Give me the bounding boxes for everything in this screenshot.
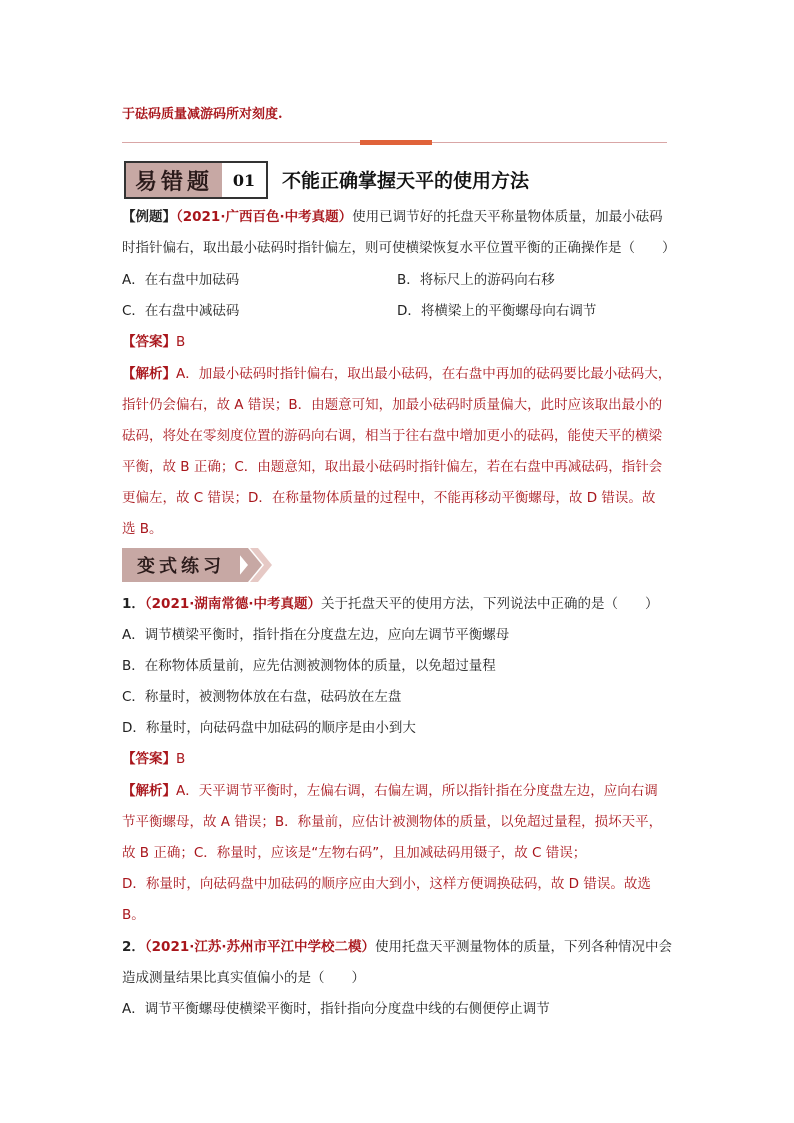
example-analysis-text1: A．加最小砝码时指针偏右，取出最小砝码，在右盘中再加的砝码要比最小砝码大， (176, 366, 672, 382)
q2-source: （2021·江苏·苏州市平江中学校二模） (144, 939, 375, 955)
example-answer (122, 327, 682, 358)
variant-practice-label: 变式练习 (122, 548, 240, 582)
q1-answer-label: 【答案】 (122, 751, 176, 767)
q1-answer (122, 744, 682, 775)
q1-source: （2021·湖南常德·中考真题） (144, 596, 321, 612)
variant-practice-tag (122, 548, 270, 582)
q1-option-d: D．称量时，向砝码盘中加砝码的顺序是由小到大 (122, 720, 416, 736)
intro-tail-text: 于砝码质量减游码所对刻度. (122, 107, 283, 122)
section-badge (124, 161, 268, 199)
q1-answer-value: B (176, 751, 186, 767)
q1-analysis-line2: 节平衡螺母，故 A 错误；B．称量前，应估计被测物体的质量，以免超过量程，损坏天平， (122, 814, 663, 830)
q2-number: 2． (122, 939, 145, 955)
q1-number: 1． (122, 596, 145, 612)
q1-analysis-line5: B。 (122, 907, 145, 923)
example-question-line1 (122, 202, 682, 233)
example-analysis-line6: 选 B。 (122, 521, 163, 537)
q2-question-text1: 使用托盘天平测量物体的质量，下列各种情况中会 (375, 939, 672, 955)
example-analysis-label: 【解析】 (122, 366, 176, 382)
chevron-right-icon (234, 548, 274, 582)
q1-analysis-label: 【解析】 (122, 783, 176, 799)
q1-question (122, 589, 682, 620)
q1-option-a: A．调节横梁平衡时，指针指在分度盘左边，应向左调节平衡螺母 (122, 627, 510, 643)
example-question-text1: 使用已调节好的托盘天平称量物体质量，加最小砝码 (352, 209, 663, 225)
section-tag: 易错题 (126, 163, 222, 197)
example-source: （2021·广西百色·中考真题） (176, 209, 353, 225)
example-analysis-line2: 指针仍会偏右，故 A 错误；B．由题意可知，加最小砝码时质量偏大，此时应该取出最小的 (122, 397, 663, 413)
example-analysis-line1 (122, 359, 692, 390)
q1-option-c: C．称量时，被测物体放在右盘，砝码放在左盘 (122, 689, 402, 705)
example-option-c: C．在右盘中减砝码 (122, 303, 240, 319)
example-analysis-line4: 平衡，故 B 正确；C．由题意知，取出最小砝码时指针偏左，若在右盘中再减砝码，指针会 (122, 459, 663, 475)
example-option-d: D．将横梁上的平衡螺母向右调节 (397, 303, 597, 319)
example-option-b: B．将标尺上的游码向右移 (397, 272, 555, 288)
q1-question-text: 关于托盘天平的使用方法，下列说法中正确的是（ ） (321, 596, 659, 612)
example-analysis-line5: 更偏左，故 C 错误；D．在称量物体质量的过程中，不能再移动平衡螺母，故 D 错误。故 (122, 490, 656, 506)
q2-question-line1 (122, 932, 682, 963)
q1-analysis-line3: 故 B 正确；C．称量时，应该是“左物右码”，且加减砝码用镊子，故 C 错误； (122, 845, 587, 861)
q1-option-b: B．在称物体质量前，应先估测被测物体的质量，以免超过量程 (122, 658, 496, 674)
q2-option-a: A．调节平衡螺母使横梁平衡时，指针指向分度盘中线的右侧便停止调节 (122, 1001, 550, 1017)
example-analysis-line3: 砝码，将处在零刻度位置的游码向右调，相当于往右盘中增加更小的砝码，能使天平的横梁 (122, 428, 662, 444)
section-title: 不能正确掌握天平的使用方法 (282, 170, 530, 192)
q1-analysis-line1 (122, 776, 692, 807)
example-label: 【例题】 (122, 209, 176, 225)
example-question-line2: 时指针偏右，取出最小砝码时指针偏左，则可使横梁恢复水平位置平衡的正确操作是（ ） (122, 240, 676, 256)
q2-question-line2: 造成测量结果比真实值偏小的是（ ） (122, 970, 365, 986)
divider-accent (360, 140, 432, 145)
example-option-a: A．在右盘中加砝码 (122, 272, 240, 288)
example-answer-label: 【答案】 (122, 334, 176, 350)
q1-analysis-text1: A．天平调节平衡时，左偏右调，右偏左调，所以指针指在分度盘左边，应向右调 (176, 783, 658, 799)
example-answer-value: B (176, 334, 186, 350)
q1-analysis-line4: D．称量时，向砝码盘中加砝码的顺序应由大到小，这样方便调换砝码，故 D 错误。故选 (122, 876, 651, 892)
section-number: 01 (232, 170, 256, 190)
